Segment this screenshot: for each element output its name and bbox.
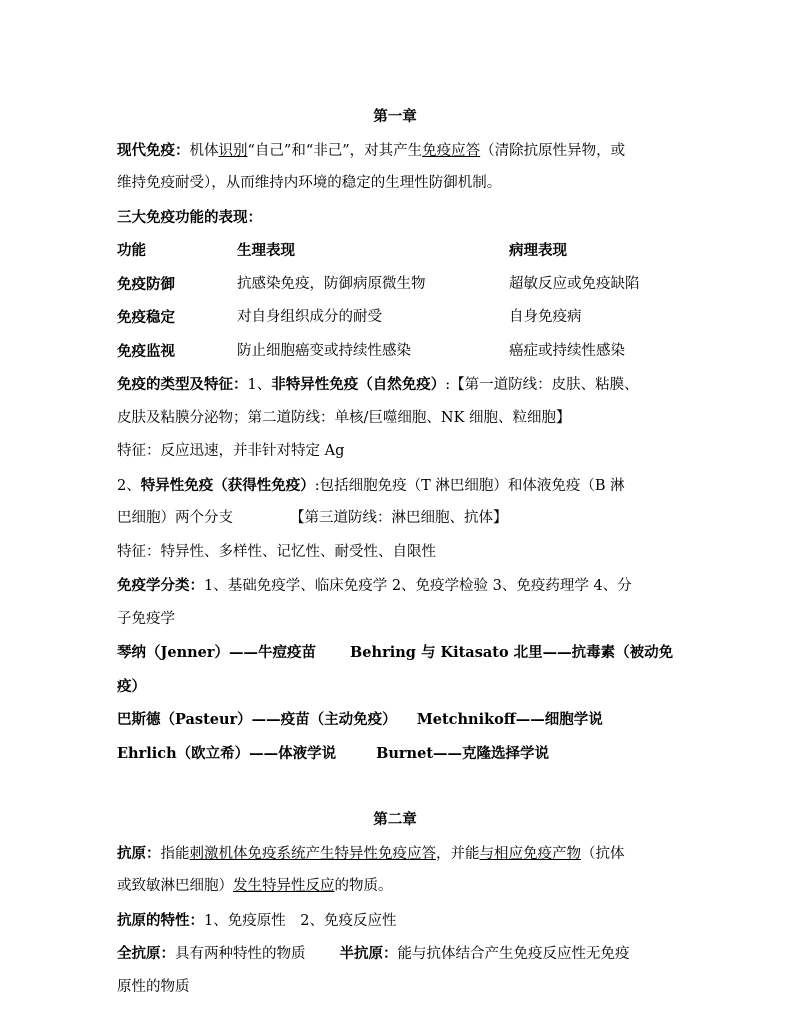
nonspecific-features: 特征：反应迅速，并非针对特定 Ag bbox=[117, 443, 345, 459]
immunology-classification: 免疫学分类：1、基础免疫学、临床免疫学 2、免疫学检验 3、免疫药理学 4、分 bbox=[117, 577, 632, 594]
functions-table-header: 功能 生理表现 病理表现 bbox=[117, 242, 567, 259]
antigen-definition-cont: 或致敏淋巴细胞）发生特异性反应的物质。 bbox=[117, 878, 393, 894]
history-line-2: 巴斯德（Pasteur）——疫苗（主动免疫） Metchnikoff——细胞学说 bbox=[117, 711, 603, 728]
immunology-classification-cont: 子免疫学 bbox=[117, 610, 175, 627]
history-line-1: 琴纳（Jenner）——牛痘疫苗 Behring 与 Kitasato 北里——抗毒素（被动免 bbox=[117, 644, 674, 661]
immunity-types-line-cont: 皮肤及粘膜分泌物；第二道防线：单核/巨噬细胞、NK 细胞、粒细胞】 bbox=[117, 409, 571, 426]
modern-immunity-definition: 现代免疫：机体识别“自己”和“非己”，对其产生免疫应答（清除抗原性异物，或 bbox=[117, 141, 626, 159]
immunity-types-line: 免疫的类型及特征：1、非特异性免疫（自然免疫）:【第一道防线：皮肤、粘膜、 bbox=[117, 376, 639, 393]
table-row: 免疫监视 防止细胞癌变或持续性感染 癌症或持续性感染 bbox=[117, 342, 625, 360]
full-half-antigen: 全抗原：具有两种特性的物质 半抗原：能与抗体结合产生免疫反应性无免疫 bbox=[117, 945, 630, 962]
specific-immunity-line-cont: 巴细胞）两个分支 【第三道防线：淋巴细胞、抗体】 bbox=[117, 510, 508, 526]
history-line-3: Ehrlich（欧立希）——体液学说 Burnet——克隆选择学说 bbox=[117, 744, 550, 762]
chapter-1-title: 第一章 bbox=[373, 108, 417, 125]
specific-immunity-line: 2、特异性免疫（获得性免疫）:包括细胞免疫（T 淋巴细胞）和体液免疫（B 淋 bbox=[117, 476, 625, 494]
table-row: 免疫防御 抗感染免疫，防御病原微生物 超敏反应或免疫缺陷 bbox=[117, 275, 640, 293]
document-page bbox=[117, 100, 673, 1004]
specific-features: 特征：特异性、多样性、记忆性、耐受性、自限性 bbox=[117, 543, 436, 560]
table-row: 免疫稳定 对自身组织成分的耐受 自身免疫病 bbox=[117, 309, 582, 326]
chapter-2-title: 第二章 bbox=[373, 811, 417, 828]
modern-immunity-definition-cont: 维持免疫耐受），从而维持内环境的稳定的生理性防御机制。 bbox=[117, 175, 502, 191]
antigen-properties: 抗原的特性：1、免疫原性 2、免疫反应性 bbox=[117, 911, 397, 929]
functions-heading: 三大免疫功能的表现： bbox=[117, 208, 262, 226]
antigen-definition: 抗原：指能刺激机体免疫系统产生特异性免疫应答，并能与相应免疫产物（抗体 bbox=[117, 844, 625, 862]
history-line-1-cont: 疫） bbox=[117, 677, 146, 695]
full-half-antigen-cont: 原性的物质 bbox=[117, 978, 190, 995]
